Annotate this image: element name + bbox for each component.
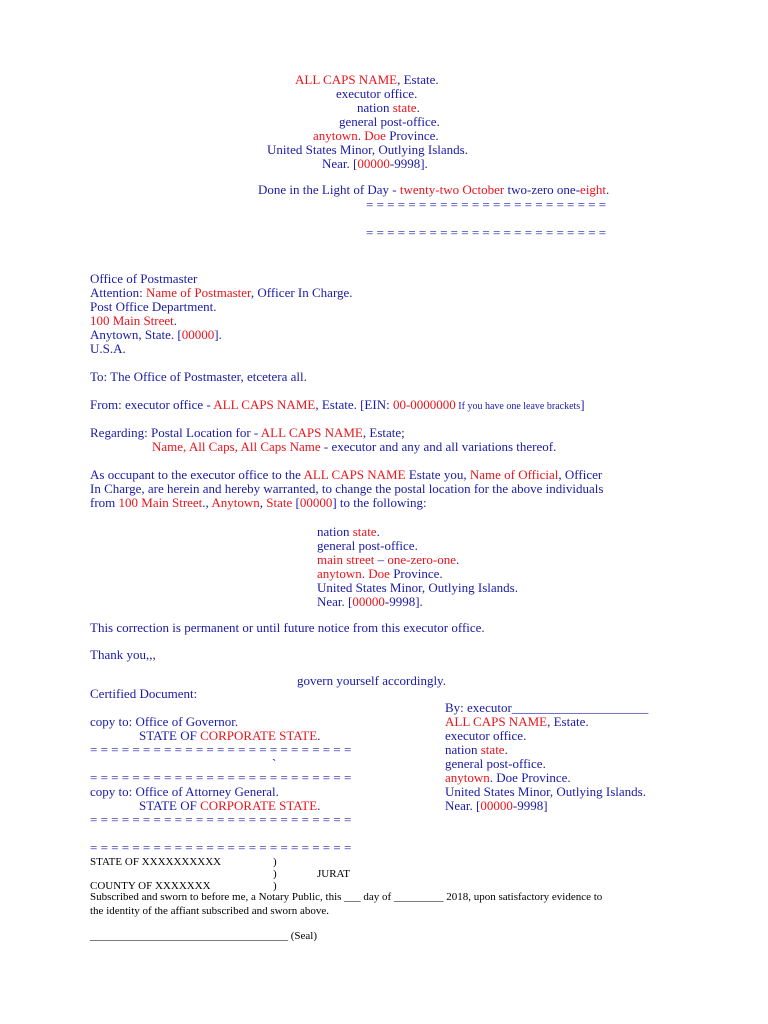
body-sep-1: ., bbox=[202, 495, 212, 510]
corporate-state: CORPORATE STATE bbox=[200, 728, 318, 743]
signature-office: executor office. bbox=[445, 728, 527, 743]
regarding-variations bbox=[152, 440, 556, 454]
variations-text: - executor and any and all variations thereof. bbox=[320, 439, 557, 454]
officer-label: , Officer In Charge. bbox=[250, 285, 353, 300]
regarding-suffix: , Estate; bbox=[362, 425, 405, 440]
town-sep: . bbox=[357, 128, 365, 143]
state-of-label: STATE OF bbox=[139, 728, 201, 743]
new-state-period: . bbox=[376, 524, 380, 539]
nation-text: nation bbox=[357, 100, 393, 115]
address-department: Post Office Department. bbox=[90, 299, 217, 314]
address-country: U.S.A. bbox=[90, 341, 126, 356]
signature-zip-suffix: -9998] bbox=[512, 798, 548, 813]
date-prefix: Done in the Light of Day - bbox=[258, 182, 400, 197]
name-variations: Name, All Caps, All Caps Name bbox=[152, 439, 321, 454]
ein-number: 00-0000000 bbox=[392, 397, 456, 412]
street-text: 100 Main Street bbox=[90, 313, 174, 328]
zip-code: 00000 bbox=[357, 156, 390, 171]
header-line-name bbox=[295, 73, 439, 87]
new-street-dash: – bbox=[374, 552, 388, 567]
corporate-state-2: CORPORATE STATE bbox=[200, 798, 318, 813]
tick-mark: ` bbox=[272, 756, 277, 771]
attention-label: Attention: bbox=[90, 285, 146, 300]
new-province: Province. bbox=[389, 566, 443, 581]
body-line-2: In Charge, are herein and hereby warranted, to change the postal location for the above individuals bbox=[90, 481, 604, 496]
body-from: from bbox=[90, 495, 119, 510]
zip-suffix: -9998]. bbox=[389, 156, 428, 171]
new-doe: Doe bbox=[368, 566, 390, 581]
header-line-zip bbox=[322, 157, 428, 171]
new-street: main street bbox=[317, 552, 375, 567]
new-address-islands: United States Minor, Outlying Islands. bbox=[317, 580, 518, 595]
estate-suffix: , Estate. bbox=[397, 72, 439, 87]
street-period: . bbox=[173, 313, 178, 328]
province-text: Province. bbox=[385, 128, 439, 143]
separator-copy-2: = = = = = = = = = = = = = = = = = = = = = = = = = bbox=[90, 770, 352, 785]
new-state: state bbox=[352, 524, 377, 539]
new-town: anytown bbox=[317, 566, 362, 581]
govern-line: govern yourself accordingly. bbox=[297, 673, 446, 688]
header-line-town bbox=[313, 129, 439, 143]
new-nation: nation bbox=[317, 524, 353, 539]
new-address-postoffice: general post-office. bbox=[317, 538, 418, 553]
address-street bbox=[90, 314, 177, 328]
signature-nation-text: nation bbox=[445, 742, 481, 757]
regarding-name: ALL CAPS NAME bbox=[260, 425, 363, 440]
ein-close: ] bbox=[580, 397, 585, 412]
state-of-label-2: STATE OF bbox=[139, 798, 201, 813]
signature-town-name: anytown bbox=[445, 770, 490, 785]
separator-copy-1: = = = = = = = = = = = = = = = = = = = = = = = = = bbox=[90, 742, 352, 757]
corporate-state-period-2: . bbox=[317, 798, 321, 813]
corporate-state-period: . bbox=[317, 728, 321, 743]
body-town: Anytown bbox=[211, 495, 260, 510]
signature-name bbox=[445, 715, 589, 729]
estate-name: ALL CAPS NAME bbox=[295, 72, 398, 87]
notary-seal-line: ____________________________________ (Seal) bbox=[90, 930, 318, 942]
body-text-3: , Officer bbox=[558, 467, 603, 482]
new-address-street bbox=[317, 553, 459, 567]
from-name: ALL CAPS NAME bbox=[213, 397, 316, 412]
signature-state-period: . bbox=[504, 742, 508, 757]
copy-governor-state bbox=[139, 729, 320, 743]
new-zip: 00000 bbox=[352, 594, 385, 609]
body-sep-3: [ bbox=[292, 495, 300, 510]
header-line-postoffice: general post-office. bbox=[339, 114, 440, 129]
jurat-paren-3: ) bbox=[273, 880, 277, 892]
zip-prefix: Near. [ bbox=[322, 156, 358, 171]
from-label: From: executor office - bbox=[90, 397, 214, 412]
from-line bbox=[90, 398, 585, 414]
signature-state: state bbox=[480, 742, 505, 757]
new-street-number: one-zero-one bbox=[387, 552, 456, 567]
jurat-text-1: Subscribed and sworn to before me, a Notary Public, this ___ day of _________ 2018, upon satisfactory evidence to bbox=[90, 891, 603, 903]
state-text: state bbox=[392, 100, 417, 115]
jurat-state: STATE OF XXXXXXXXXX bbox=[90, 856, 222, 868]
body-estate-name: ALL CAPS NAME bbox=[303, 467, 406, 482]
date-year: two-zero one- bbox=[504, 182, 581, 197]
regarding-label: Regarding: Postal Location for - bbox=[90, 425, 261, 440]
body-text-1: As occupant to the executor office to the bbox=[90, 467, 304, 482]
new-address-nation bbox=[317, 525, 380, 539]
city-text: Anytown, State. [ bbox=[90, 327, 182, 342]
jurat-county: COUNTY OF XXXXXXX bbox=[90, 880, 211, 892]
separator-copy-3: = = = = = = = = = = = = = = = = = = = = = = = = = bbox=[90, 812, 352, 827]
separator-line-1: = = = = = = = = = = = = = = = = = = = = = = = bbox=[366, 197, 607, 212]
signature-zip bbox=[445, 799, 548, 813]
body-street: 100 Main Street bbox=[118, 495, 203, 510]
body-following: ] to the following: bbox=[332, 495, 427, 510]
body-state: State bbox=[266, 495, 293, 510]
signature-islands: United States Minor, Outlying Islands. bbox=[445, 784, 646, 799]
separator-line-2: = = = = = = = = = = = = = = = = = = = = = = = bbox=[366, 225, 607, 240]
date-period: . bbox=[606, 182, 610, 197]
new-zip-prefix: Near. [ bbox=[317, 594, 353, 609]
regarding-line bbox=[90, 426, 405, 440]
copy-attorney: copy to: Office of Attorney General. bbox=[90, 784, 279, 799]
body-sep-2: , bbox=[259, 495, 267, 510]
signature-town bbox=[445, 771, 571, 785]
signature-province: . Doe Province. bbox=[489, 770, 571, 785]
official-name: Name of Official bbox=[469, 467, 559, 482]
doe-text: Doe bbox=[364, 128, 386, 143]
date-day: twenty-two October bbox=[399, 182, 505, 197]
new-address-zip bbox=[317, 595, 423, 609]
body-line-3 bbox=[90, 496, 427, 510]
header-line-nation: nation state. bbox=[357, 100, 420, 115]
to-line: To: The Office of Postmaster, etcetera all. bbox=[90, 369, 307, 384]
signature-estate-suffix: , Estate. bbox=[547, 714, 589, 729]
certified-label: Certified Document: bbox=[90, 686, 198, 701]
new-zip-suffix: -9998]. bbox=[384, 594, 423, 609]
ein-note: If you have one leave brackets bbox=[455, 401, 581, 412]
city-zip: 00000 bbox=[181, 327, 215, 342]
date-line bbox=[258, 183, 609, 197]
body-line-1 bbox=[90, 468, 602, 482]
from-ein-label: , Estate. [EIN: bbox=[315, 397, 393, 412]
postmaster-name: Name of Postmaster bbox=[145, 285, 251, 300]
jurat-paren-2: ) bbox=[273, 868, 277, 880]
signature-postoffice: general post-office. bbox=[445, 756, 546, 771]
address-attention bbox=[90, 286, 353, 300]
new-town-sep: . bbox=[361, 566, 369, 581]
signature-zip-code: 00000 bbox=[480, 798, 513, 813]
address-city bbox=[90, 328, 222, 342]
new-address-town bbox=[317, 567, 443, 581]
date-year-end: eight bbox=[580, 182, 607, 197]
address-office: Office of Postmaster bbox=[90, 271, 198, 286]
copy-governor: copy to: Office of Governor. bbox=[90, 714, 239, 729]
signature-by: By: executor_____________________ bbox=[445, 700, 649, 715]
signature-estate-name: ALL CAPS NAME bbox=[445, 714, 548, 729]
jurat-paren-1: ) bbox=[273, 856, 277, 868]
correction-notice: This correction is permanent or until future notice from this executor office. bbox=[90, 620, 485, 635]
copy-attorney-state bbox=[139, 799, 320, 813]
jurat-text-2: the identity of the affiant subscribed and sworn above. bbox=[90, 905, 329, 917]
signature-zip-prefix: Near. [ bbox=[445, 798, 481, 813]
new-street-period: . bbox=[455, 552, 460, 567]
separator-copy-4: = = = = = = = = = = = = = = = = = = = = = = = = = bbox=[90, 840, 352, 855]
town-text: anytown bbox=[313, 128, 358, 143]
header-line-office: executor office. bbox=[336, 86, 418, 101]
signature-nation bbox=[445, 743, 508, 757]
body-zip: 00000 bbox=[299, 495, 333, 510]
body-text-2: Estate you, bbox=[405, 467, 470, 482]
thank-you: Thank you,,, bbox=[90, 647, 156, 662]
header-line-islands: United States Minor, Outlying Islands. bbox=[267, 142, 468, 157]
city-suffix: ]. bbox=[214, 327, 222, 342]
jurat-label: JURAT bbox=[317, 868, 351, 880]
